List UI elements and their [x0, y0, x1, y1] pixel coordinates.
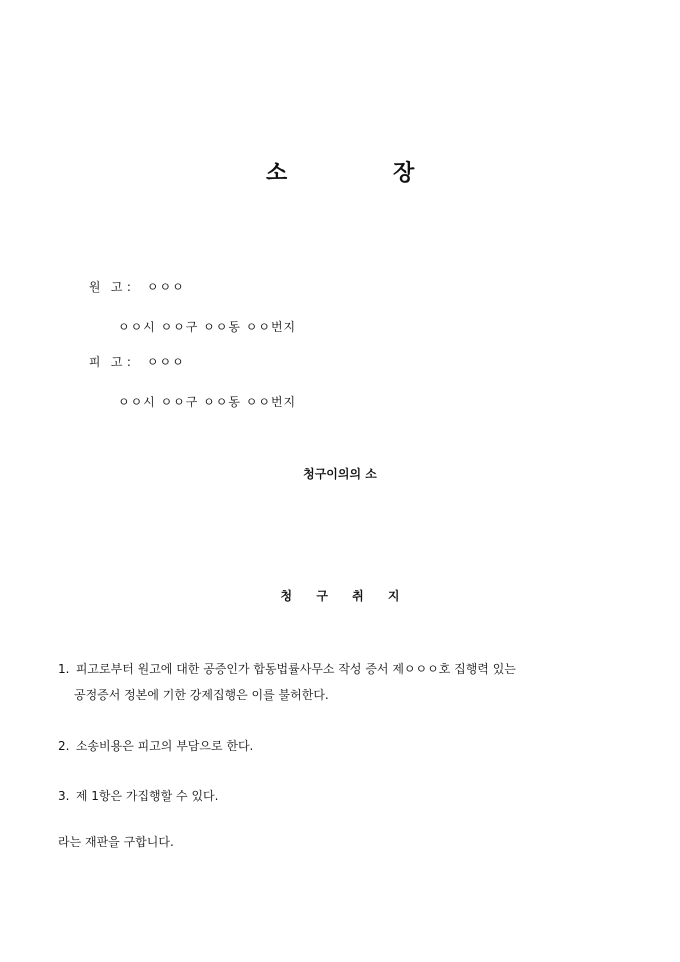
- claim-item-2-number: 2.: [58, 739, 70, 753]
- plaintiff-role-char-2: 고: [110, 280, 123, 294]
- defendant-address: ㅇㅇ시 ㅇㅇ구 ㅇㅇ동 ㅇㅇ번지: [118, 395, 297, 409]
- claim-heading-char-2: 구: [316, 589, 328, 603]
- claim-item-3-line1: 제 1항은 가집행할 수 있다.: [75, 789, 219, 803]
- title-char-jang: 장: [393, 160, 415, 186]
- claim-heading-char-4: 지: [387, 589, 400, 603]
- claim-heading-char-3: 취: [352, 589, 364, 603]
- claim-heading: [0, 587, 680, 604]
- defendant-name: ㅇㅇㅇ: [146, 355, 185, 369]
- defendant-role-char-1: 피: [88, 355, 101, 369]
- plaintiff-block: [60, 266, 296, 334]
- defendant-role-char-2: 고: [110, 355, 123, 369]
- claim-item-1-line1: 피고로부터 원고에 대한 공증인가 합동법률사무소 작성 증서 제ㅇㅇㅇ호 집행력 있는: [75, 662, 516, 676]
- defendant-block: [60, 341, 296, 409]
- claim-item-3: [58, 783, 638, 809]
- plaintiff-role: [89, 280, 147, 294]
- defendant-separator: :: [126, 355, 131, 369]
- claim-item-1: [58, 656, 638, 708]
- claim-heading-char-1: 청: [280, 589, 293, 603]
- plaintiff-name: ㅇㅇㅇ: [146, 280, 185, 294]
- claim-item-1-number: 1.: [58, 662, 70, 676]
- plaintiff-address: ㅇㅇ시 ㅇㅇ구 ㅇㅇ동 ㅇㅇ번지: [118, 320, 297, 334]
- plaintiff-role-char-1: 원: [88, 280, 101, 294]
- case-title: 청구이의의 소: [303, 467, 377, 481]
- title-char-so: 소: [266, 160, 288, 186]
- closing-statement: 라는 재판을 구합니다.: [58, 835, 174, 849]
- claim-item-1-line2: 공정증서 정본에 기한 강제집행은 이를 불허한다.: [74, 688, 329, 702]
- claim-item-2-line1: 소송비용은 피고의 부담으로 한다.: [75, 739, 254, 753]
- claim-item-3-number: 3.: [58, 789, 70, 803]
- defendant-role: [89, 355, 147, 369]
- claim-item-2: [58, 733, 638, 759]
- plaintiff-separator: :: [126, 280, 131, 294]
